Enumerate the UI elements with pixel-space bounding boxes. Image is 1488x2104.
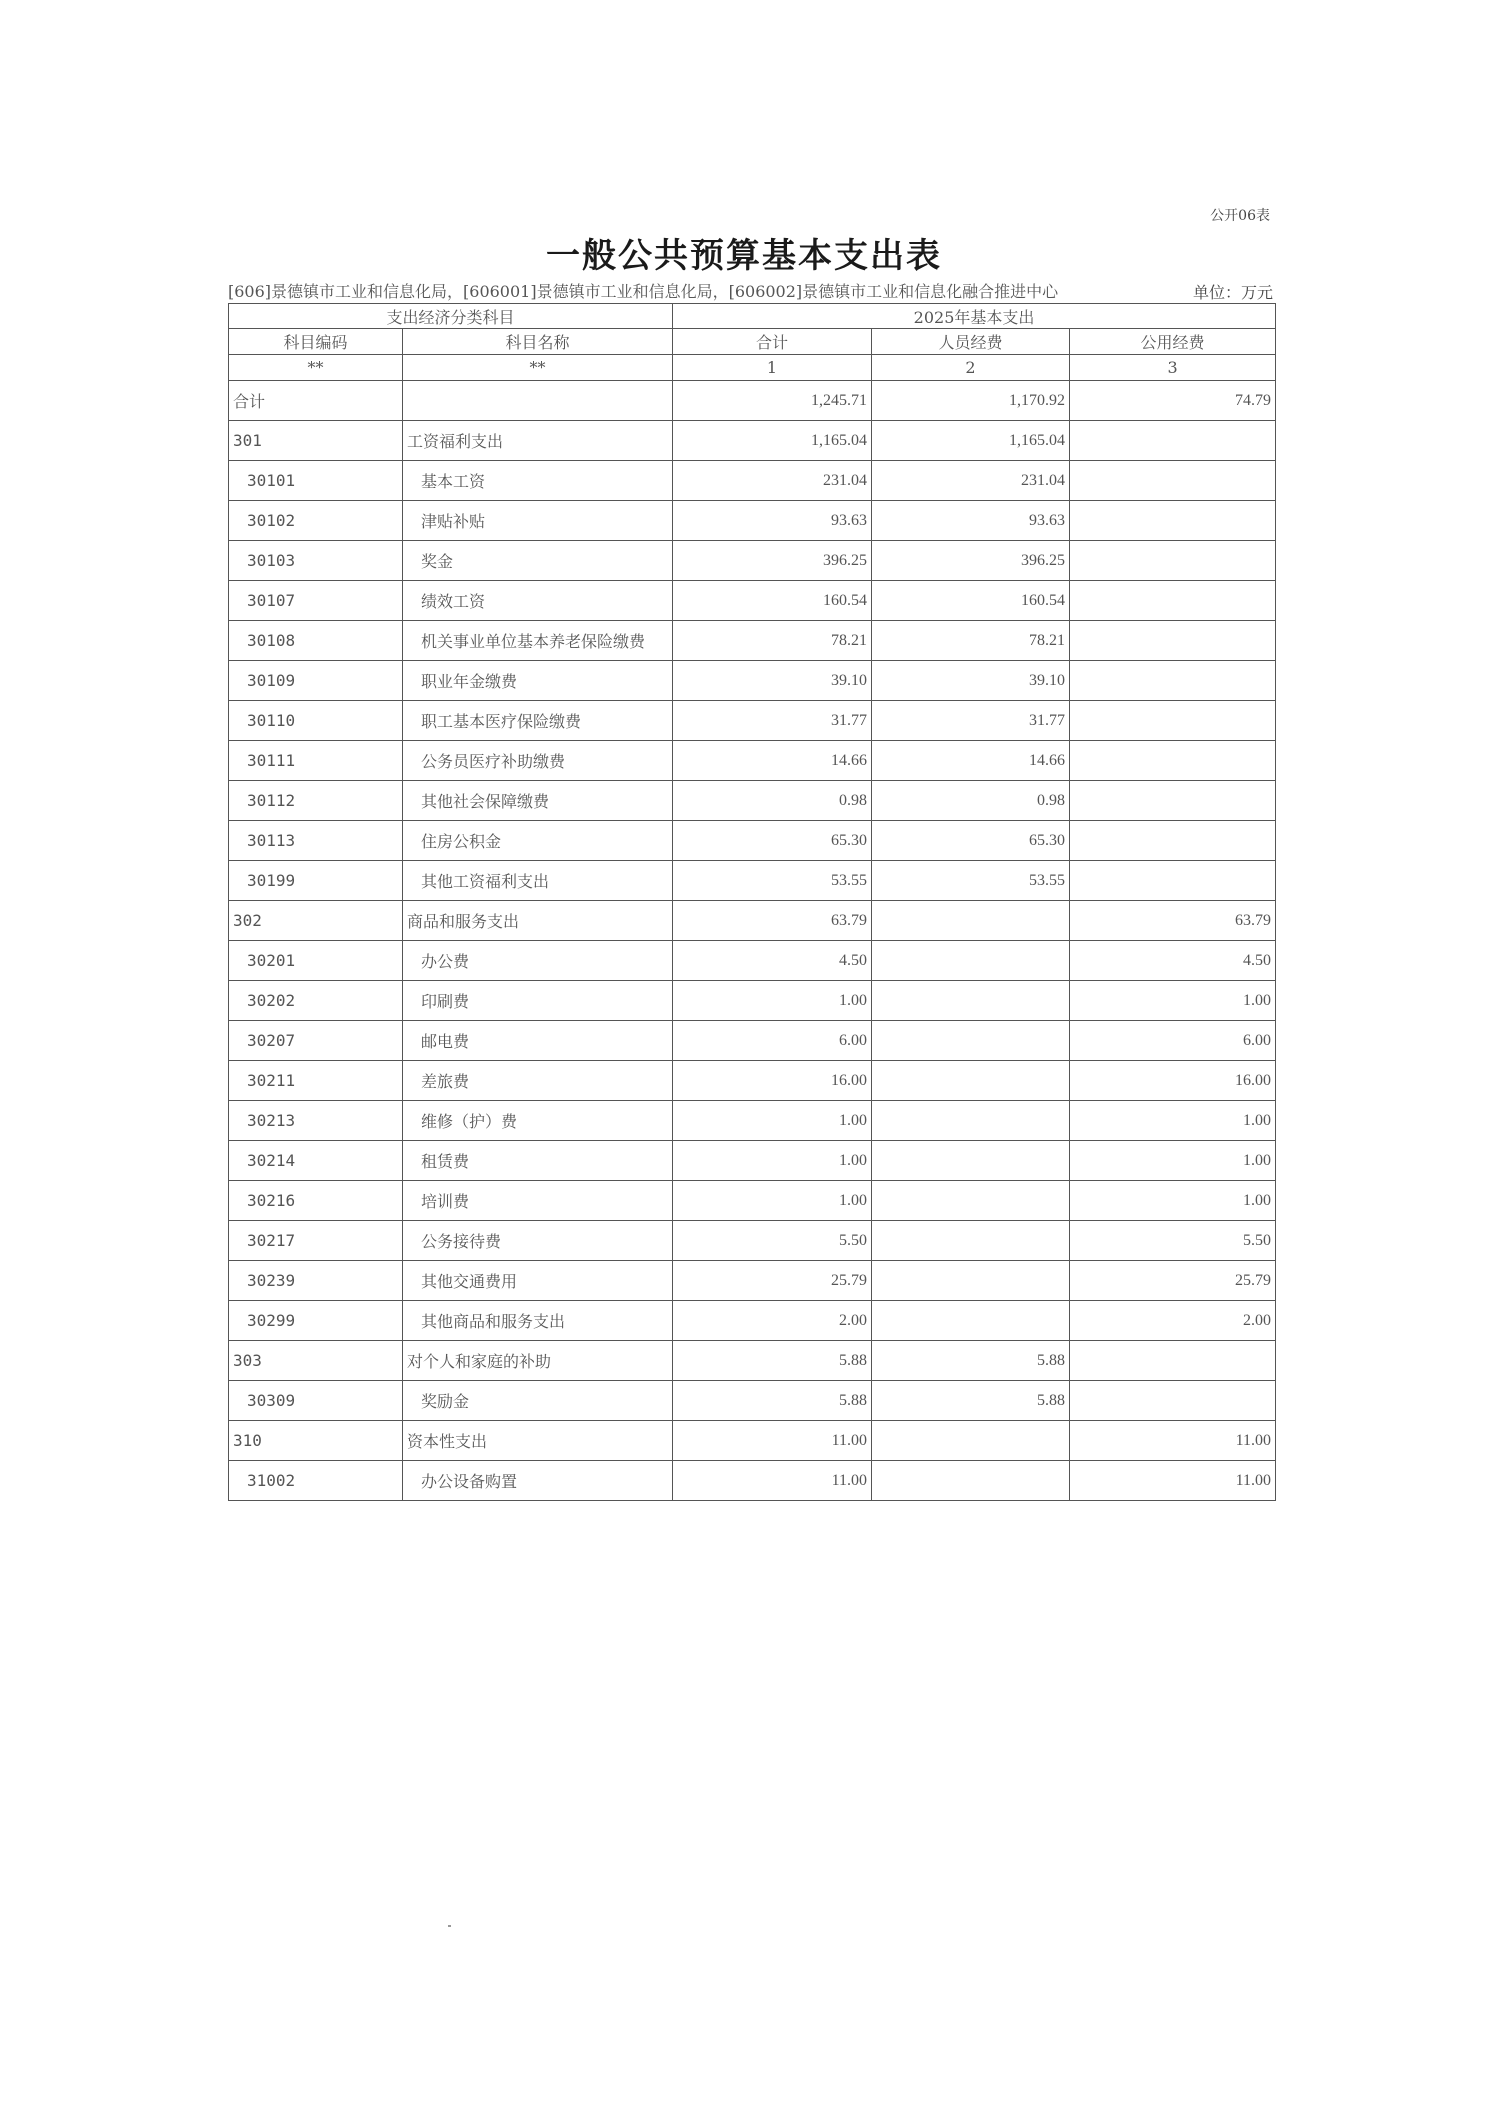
table-row [229, 741, 1276, 781]
cell-total: 78.21 [673, 621, 872, 661]
cell-total: 65.30 [673, 821, 872, 861]
cell-name: 公务接待费 [403, 1221, 673, 1261]
cell-name: 机关事业单位基本养老保险缴费 [403, 621, 673, 661]
cell-name: 办公费 [403, 941, 673, 981]
cell-personnel [872, 1221, 1070, 1261]
cell-public: 63.79 [1070, 901, 1276, 941]
cell-public [1070, 1381, 1276, 1421]
cell-name: 培训费 [403, 1181, 673, 1221]
table-row [229, 421, 1276, 461]
cell-code: 30299 [229, 1301, 403, 1341]
table-row [229, 661, 1276, 701]
table-row [229, 1461, 1276, 1501]
cell-name: 职工基本医疗保险缴费 [403, 701, 673, 741]
cell-name: 租赁费 [403, 1141, 673, 1181]
cell-personnel [872, 1261, 1070, 1301]
cell-code: 30110 [229, 701, 403, 741]
cell-personnel: 396.25 [872, 541, 1070, 581]
header-total: 合计 [673, 329, 872, 355]
cell-personnel: 160.54 [872, 581, 1070, 621]
cell-code: 301 [229, 421, 403, 461]
cell-public [1070, 581, 1276, 621]
cell-public: 25.79 [1070, 1261, 1276, 1301]
cell-code: 303 [229, 1341, 403, 1381]
cell-total: 16.00 [673, 1061, 872, 1101]
cell-name: 奖励金 [403, 1381, 673, 1421]
cell-code: 30239 [229, 1261, 403, 1301]
cell-personnel [872, 1101, 1070, 1141]
header-index-row [229, 355, 1276, 381]
cell-total: 39.10 [673, 661, 872, 701]
cell-personnel: 65.30 [872, 821, 1070, 861]
cell-name: 工资福利支出 [403, 421, 673, 461]
cell-total: 1.00 [673, 981, 872, 1021]
index-personnel: 2 [872, 355, 1070, 381]
cell-code: 30109 [229, 661, 403, 701]
cell-total: 0.98 [673, 781, 872, 821]
cell-personnel [872, 901, 1070, 941]
cell-personnel [872, 981, 1070, 1021]
table-row [229, 501, 1276, 541]
table-row [229, 621, 1276, 661]
cell-code: 310 [229, 1421, 403, 1461]
cell-name: 绩效工资 [403, 581, 673, 621]
cell-personnel [872, 941, 1070, 981]
form-number: 公开06表 [1210, 208, 1270, 224]
cell-personnel [872, 1301, 1070, 1341]
table-row [229, 701, 1276, 741]
cell-total: 396.25 [673, 541, 872, 581]
header-group-left: 支出经济分类科目 [229, 304, 673, 329]
cell-total: 1.00 [673, 1101, 872, 1141]
cell-code: 30108 [229, 621, 403, 661]
cell-code: 30216 [229, 1181, 403, 1221]
cell-code: 30111 [229, 741, 403, 781]
cell-public [1070, 621, 1276, 661]
cell-name [403, 381, 673, 421]
cell-code: 30103 [229, 541, 403, 581]
cell-name: 资本性支出 [403, 1421, 673, 1461]
cell-code: 30217 [229, 1221, 403, 1261]
cell-public [1070, 861, 1276, 901]
cell-public [1070, 461, 1276, 501]
table-row [229, 581, 1276, 621]
index-name: ** [403, 355, 673, 381]
cell-personnel [872, 1021, 1070, 1061]
cell-name: 公务员医疗补助缴费 [403, 741, 673, 781]
cell-total: 1.00 [673, 1181, 872, 1221]
cell-code: 30199 [229, 861, 403, 901]
table-row [229, 461, 1276, 501]
header-personnel: 人员经费 [872, 329, 1070, 355]
cell-total: 160.54 [673, 581, 872, 621]
cell-public: 2.00 [1070, 1301, 1276, 1341]
cell-code: 合计 [229, 381, 403, 421]
cell-public: 1.00 [1070, 981, 1276, 1021]
cell-code: 30112 [229, 781, 403, 821]
cell-code: 30202 [229, 981, 403, 1021]
header-code: 科目编码 [229, 329, 403, 355]
cell-public: 16.00 [1070, 1061, 1276, 1101]
cell-code: 30309 [229, 1381, 403, 1421]
cell-name: 办公设备购置 [403, 1461, 673, 1501]
cell-name: 奖金 [403, 541, 673, 581]
cell-personnel: 5.88 [872, 1341, 1070, 1381]
cell-name: 印刷费 [403, 981, 673, 1021]
cell-personnel [872, 1461, 1070, 1501]
cell-total: 5.88 [673, 1341, 872, 1381]
cell-personnel: 14.66 [872, 741, 1070, 781]
cell-code: 30102 [229, 501, 403, 541]
cell-personnel [872, 1061, 1070, 1101]
cell-public: 5.50 [1070, 1221, 1276, 1261]
cell-name: 津贴补贴 [403, 501, 673, 541]
cell-personnel [872, 1181, 1070, 1221]
currency-unit: 单位：万元 [1192, 283, 1273, 302]
table-row [229, 1341, 1276, 1381]
cell-public: 4.50 [1070, 941, 1276, 981]
cell-public [1070, 821, 1276, 861]
table-row [229, 981, 1276, 1021]
cell-personnel: 1,170.92 [872, 381, 1070, 421]
cell-public: 11.00 [1070, 1421, 1276, 1461]
cell-public: 6.00 [1070, 1021, 1276, 1061]
header-group-right: 2025年基本支出 [673, 304, 1276, 329]
cell-total: 6.00 [673, 1021, 872, 1061]
index-public: 3 [1070, 355, 1276, 381]
table-row [229, 1261, 1276, 1301]
cell-personnel: 39.10 [872, 661, 1070, 701]
table-row [229, 1061, 1276, 1101]
cell-public [1070, 661, 1276, 701]
header-column-row [229, 329, 1276, 355]
cell-code: 302 [229, 901, 403, 941]
cell-personnel: 5.88 [872, 1381, 1070, 1421]
header-public: 公用经费 [1070, 329, 1276, 355]
cell-total: 1.00 [673, 1141, 872, 1181]
cell-name: 邮电费 [403, 1021, 673, 1061]
cell-total: 93.63 [673, 501, 872, 541]
index-total: 1 [673, 355, 872, 381]
header-name: 科目名称 [403, 329, 673, 355]
cell-code: 30113 [229, 821, 403, 861]
cell-total: 5.50 [673, 1221, 872, 1261]
table-row [229, 381, 1276, 421]
cell-public: 1.00 [1070, 1101, 1276, 1141]
table-row [229, 1021, 1276, 1061]
table-row [229, 861, 1276, 901]
cell-total: 14.66 [673, 741, 872, 781]
cell-total: 231.04 [673, 461, 872, 501]
table-row [229, 1301, 1276, 1341]
cell-total: 11.00 [673, 1421, 872, 1461]
cell-public [1070, 701, 1276, 741]
cell-total: 2.00 [673, 1301, 872, 1341]
cell-name: 维修（护）费 [403, 1101, 673, 1141]
expenditure-table [228, 303, 1276, 1501]
cell-personnel: 78.21 [872, 621, 1070, 661]
cell-personnel: 231.04 [872, 461, 1070, 501]
cell-code: 30213 [229, 1101, 403, 1141]
cell-public: 1.00 [1070, 1141, 1276, 1181]
table-row [229, 781, 1276, 821]
cell-total: 11.00 [673, 1461, 872, 1501]
cell-code: 31002 [229, 1461, 403, 1501]
cell-personnel: 53.55 [872, 861, 1070, 901]
cell-personnel: 31.77 [872, 701, 1070, 741]
cell-name: 其他社会保障缴费 [403, 781, 673, 821]
cell-code: 30207 [229, 1021, 403, 1061]
table-row [229, 1181, 1276, 1221]
cell-personnel: 1,165.04 [872, 421, 1070, 461]
cell-public [1070, 421, 1276, 461]
table-row [229, 821, 1276, 861]
cell-code: 30101 [229, 461, 403, 501]
cell-public [1070, 781, 1276, 821]
cell-name: 基本工资 [403, 461, 673, 501]
cell-name: 商品和服务支出 [403, 901, 673, 941]
cell-total: 5.88 [673, 1381, 872, 1421]
cell-name: 其他工资福利支出 [403, 861, 673, 901]
table-row [229, 541, 1276, 581]
cell-name: 差旅费 [403, 1061, 673, 1101]
table-row [229, 1421, 1276, 1461]
cell-name: 其他交通费用 [403, 1261, 673, 1301]
cell-code: 30107 [229, 581, 403, 621]
cell-name: 其他商品和服务支出 [403, 1301, 673, 1341]
cell-personnel: 0.98 [872, 781, 1070, 821]
cell-public: 11.00 [1070, 1461, 1276, 1501]
page-title: 一般公共预算基本支出表 [546, 236, 942, 276]
table-row [229, 1101, 1276, 1141]
table-row [229, 1141, 1276, 1181]
scan-speck [448, 1925, 451, 1927]
cell-total: 1,245.71 [673, 381, 872, 421]
table-row [229, 941, 1276, 981]
cell-name: 住房公积金 [403, 821, 673, 861]
cell-name: 职业年金缴费 [403, 661, 673, 701]
cell-public [1070, 541, 1276, 581]
cell-total: 25.79 [673, 1261, 872, 1301]
cell-public [1070, 501, 1276, 541]
cell-public [1070, 741, 1276, 781]
cell-personnel [872, 1421, 1070, 1461]
unit-list: [606]景德镇市工业和信息化局，[606001]景德镇市工业和信息化局，[606002]景德镇市工业和信息化融合推进中心 [228, 282, 1059, 301]
cell-public [1070, 1341, 1276, 1381]
cell-personnel: 93.63 [872, 501, 1070, 541]
cell-code: 30201 [229, 941, 403, 981]
cell-name: 对个人和家庭的补助 [403, 1341, 673, 1381]
cell-public: 74.79 [1070, 381, 1276, 421]
index-code: ** [229, 355, 403, 381]
table-row [229, 901, 1276, 941]
cell-total: 4.50 [673, 941, 872, 981]
table-row [229, 1381, 1276, 1421]
cell-total: 31.77 [673, 701, 872, 741]
cell-code: 30211 [229, 1061, 403, 1101]
cell-personnel [872, 1141, 1070, 1181]
cell-total: 1,165.04 [673, 421, 872, 461]
cell-total: 63.79 [673, 901, 872, 941]
cell-public: 1.00 [1070, 1181, 1276, 1221]
table-row [229, 1221, 1276, 1261]
cell-total: 53.55 [673, 861, 872, 901]
cell-code: 30214 [229, 1141, 403, 1181]
header-group-row [229, 304, 1276, 329]
